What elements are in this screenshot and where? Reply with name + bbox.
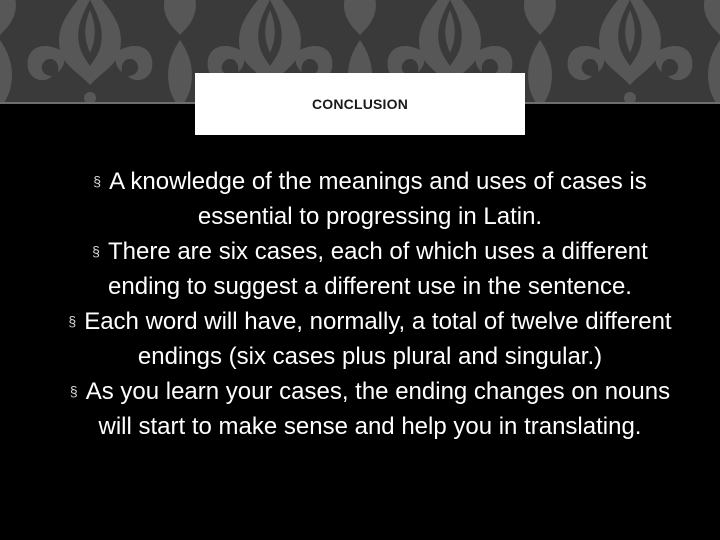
bullet-list xyxy=(50,164,690,540)
bullet-text: A knowledge of the meanings and uses of cases is essential to progressing in Latin. xyxy=(109,168,647,230)
bullet-item xyxy=(55,304,685,374)
slide-title: CONCLUSION xyxy=(311,96,409,112)
section-sign-bullet-icon: § xyxy=(93,173,102,189)
bullet-item xyxy=(65,234,675,304)
bullet-item xyxy=(90,164,650,234)
bullet-text: Each word will have, normally, a total of twelve different endings (six cases plus plural and singular.) xyxy=(84,308,672,370)
section-sign-bullet-icon: § xyxy=(69,383,78,399)
section-sign-bullet-icon: § xyxy=(68,313,77,329)
section-sign-bullet-icon: § xyxy=(92,243,100,259)
bullet-text: As you learn your cases, the ending changes on nouns will start to make sense and help you in translating. xyxy=(85,378,671,440)
bullet-text: There are six cases, each of which uses a different ending to suggest a different use in the sentence. xyxy=(107,238,648,300)
bullet-item xyxy=(65,374,675,444)
title-box xyxy=(195,73,525,135)
